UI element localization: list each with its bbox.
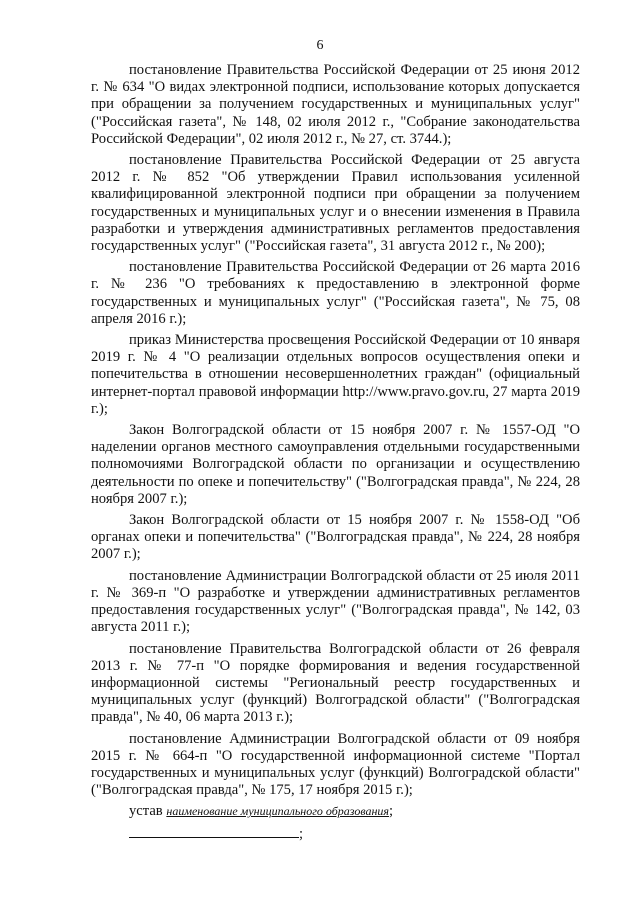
paragraph-order-4: приказ Министерства просвещения Российской Федерации от 10 января 2019 г. № 4 "О реализации отдельных вопросов осуществления опеки и попечительства в отношении несовершеннолетних граждан" (официальный интернет-портал правовой информации http://www.pravo.gov.ru, 27 марта 2019 г.);: [91, 332, 580, 417]
charter-prefix: устав: [129, 803, 163, 820]
paragraph-decree-852: постановление Правительства Российской Федерации от 25 августа 2012 г. № 852 "Об утверждении Правил использования усиленной квалифицированной электронной подписи при обращении за получением государственных и муниципальных услуг и о внесении изменения в Правила разработки и утверждения административных регламентов предоставления государственных услуг" ("Российская газета", 31 августа 2012 г., № 200);: [91, 152, 580, 255]
paragraph-decree-634: постановление Правительства Российской Федерации от 25 июня 2012 г. № 634 "О видах электронной подписи, использование которых допускается при обращении за получением государственных и муниципальных услуг" ("Российская газета", № 148, 02 июля 2012 г., "Собрание законодательства Российской Федерации", 02 июля 2012 г., № 27, ст. 3744.);: [91, 62, 580, 147]
paragraph-law-1558: Закон Волгоградской области от 15 ноября 2007 г. № 1558-ОД "Об органах опеки и попечительства" ("Волгоградская правда", № 224, 28 ноября 2007 г.);: [91, 512, 580, 563]
paragraph-decree-77: постановление Правительства Волгоградской области от 26 февраля 2013 г. № 77-п "О порядке формирования и ведения государственной информационной системы "Региональный реестр государственных и муниципальных услуг (функций) Волгоградской области" ("Волгоградская правда", № 40, 06 марта 2013 г.);: [91, 640, 580, 726]
blank-fill-line: [129, 825, 299, 838]
document-body: [91, 62, 580, 847]
paragraph-law-1557: Закон Волгоградской области от 15 ноября 2007 г. № 1557-ОД "О наделении органов местного самоуправления отдельными государственными полномочиями Волгоградской области по организации и осуществлению деятельности по опеке и попечительству" ("Волгоградская правда", № 224, 28 ноября 2007 г.);: [91, 422, 580, 507]
charter-suffix: ;: [388, 803, 394, 820]
paragraph-blank-line: [91, 825, 580, 843]
paragraph-decree-369: постановление Администрации Волгоградской области от 25 июля 2011 г. № 369-п "О разработке и утверждении административных регламентов предоставления государственных услуг" ("Волгоградская правда", № 142, 03 августа 2011 г.);: [91, 567, 580, 636]
paragraph-decree-664: постановление Администрации Волгоградской области от 09 ноября 2015 г. № 664-п "О государственной информационной системе "Портал государственных и муниципальных услуг (функций) Волгоградской области" ("Волгоградская правда", № 175, 17 ноября 2015 г.);: [91, 730, 580, 799]
page-number: 6: [316, 38, 324, 53]
blank-suffix: ;: [299, 825, 304, 842]
charter-placeholder: наименование муниципального образования: [166, 804, 389, 819]
paragraph-charter: [91, 803, 580, 820]
paragraph-decree-236: постановление Правительства Российской Федерации от 26 марта 2016 г. № 236 "О требованиях к предоставлению в электронной форме государственных и муниципальных услуг" ("Российская газета", № 75, 08 апреля 2016 г.);: [91, 259, 580, 327]
